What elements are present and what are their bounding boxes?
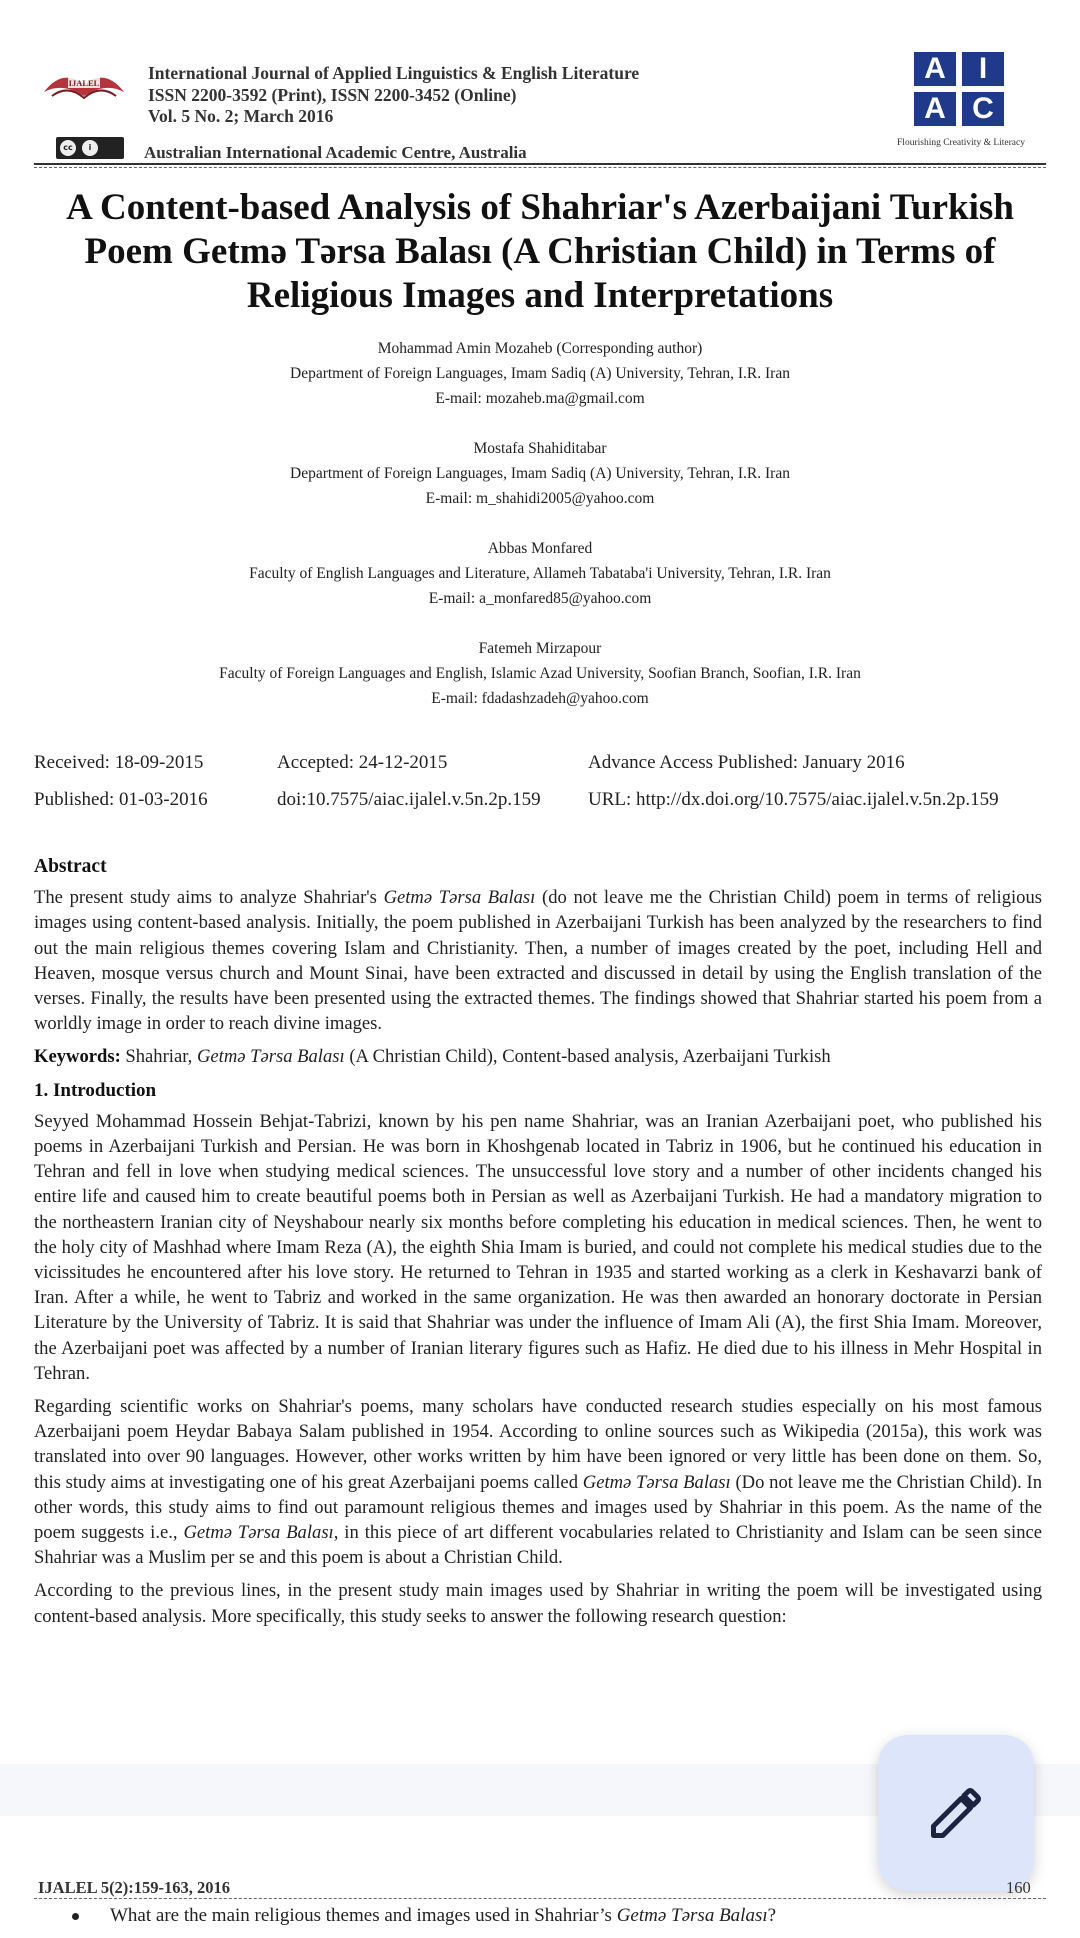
journal-volume: Vol. 5 No. 2; March 2016 bbox=[148, 106, 334, 126]
aiac-letter: A bbox=[914, 52, 956, 86]
aiac-letter: I bbox=[962, 52, 1004, 86]
cc-icon: cc bbox=[60, 140, 76, 156]
journal-logo-text: IJALEL bbox=[68, 78, 100, 88]
author-affiliation: Faculty of English Languages and Literature, Allameh Tabataba'i University, Tehran, I.R. Iran bbox=[249, 565, 831, 582]
author-block bbox=[40, 436, 1040, 511]
author-affiliation: Department of Foreign Languages, Imam Sadiq (A) University, Tehran, I.R. Iran bbox=[290, 365, 790, 382]
author-email[interactable]: E-mail: m_shahidi2005@yahoo.com bbox=[425, 490, 655, 507]
abstract-heading: Abstract bbox=[34, 856, 107, 877]
introduction-heading: 1. Introduction bbox=[34, 1079, 157, 1101]
edit-button[interactable] bbox=[878, 1735, 1034, 1891]
published-date: Published: 01-03-2016 bbox=[34, 789, 208, 810]
author-list bbox=[40, 336, 1040, 736]
bullet-icon bbox=[72, 1913, 79, 1920]
date-row bbox=[34, 744, 1054, 781]
author-block bbox=[40, 336, 1040, 411]
author-affiliation: Department of Foreign Languages, Imam Sadiq (A) University, Tehran, I.R. Iran bbox=[290, 465, 790, 482]
footer-divider bbox=[34, 1898, 1046, 1899]
attribution-icon: i bbox=[82, 140, 98, 156]
author-name: Abbas Monfared bbox=[487, 540, 593, 557]
header-divider-dashed bbox=[34, 167, 1046, 168]
advance-access-date: Advance Access Published: January 2016 bbox=[588, 752, 905, 773]
author-email[interactable]: E-mail: a_monfared85@yahoo.com bbox=[428, 590, 652, 607]
doi[interactable]: doi:10.7575/aiac.ijalel.v.5n.2p.159 bbox=[277, 789, 541, 810]
publication-dates bbox=[34, 744, 1054, 818]
received-date: Received: 18-09-2015 bbox=[34, 752, 204, 773]
header-divider bbox=[34, 163, 1046, 165]
date-row bbox=[34, 781, 1054, 818]
research-question-text: What are the main religious themes and images used in Shahriar’s Getmə Tərsa Balası? bbox=[110, 1905, 777, 1926]
aiac-letter: A bbox=[914, 92, 956, 126]
article-body bbox=[34, 854, 1042, 1637]
page-number: 160 bbox=[1006, 1878, 1031, 1897]
author-email[interactable]: E-mail: fdadashzadeh@yahoo.com bbox=[431, 690, 649, 707]
journal-logo bbox=[40, 62, 128, 112]
paper-title: A Content-based Analysis of Shahriar's Azerbaijani Turkish Poem Getmə Tərsa Balası (A Christian Child) in Terms of Religious Images and Interpretations bbox=[66, 187, 1014, 316]
footer-citation: IJALEL 5(2):159-163, 2016 bbox=[38, 1878, 231, 1897]
aiac-tagline: Flourishing Creativity & Literacy bbox=[897, 138, 1025, 148]
article-url[interactable]: URL: http://dx.doi.org/10.7575/aiac.ijalel.v.5n.2p.159 bbox=[588, 789, 999, 810]
creative-commons-badge bbox=[56, 137, 124, 159]
author-email[interactable]: E-mail: mozaheb.ma@gmail.com bbox=[435, 390, 645, 407]
pencil-icon bbox=[926, 1783, 986, 1843]
journal-name: International Journal of Applied Linguistics & English Literature bbox=[148, 63, 640, 83]
author-block bbox=[40, 636, 1040, 711]
academic-centre: Australian International Academic Centre, Australia bbox=[144, 143, 527, 162]
aiac-logo bbox=[914, 52, 1006, 128]
author-affiliation: Faculty of Foreign Languages and English, Islamic Azad University, Soofian Branch, Soofian, I.R. Iran bbox=[219, 665, 861, 682]
keywords: Keywords: Shahriar, Getmə Tərsa Balası (A Christian Child), Content-based analysis, Azerbaijani Turkish bbox=[34, 1046, 831, 1068]
aiac-letter: C bbox=[962, 92, 1004, 126]
author-block bbox=[40, 536, 1040, 611]
introduction-paragraph: Seyyed Mohammad Hossein Behjat-Tabrizi, known by his pen name Shahriar, was an Iranian Azerbaijani poet, who published his poems in Azerbaijani Turkish and Persian. He was born in Khoshgenab located in Tabriz in 1906, but he continued his education in Tehran and fell in love when studying medical sciences. The unsuccessful love story and a number of other incidents changed his entire life and caused him to create beautiful poems both in Persian as well as Azerbaijani Turkish. He had a mandatory migration to the northeastern Iranian city of Neyshabour nearly six months before completing his education in medical sciences. Then, he went to the holy city of Mashhad where Imam Reza (A), the eighth Shia Imam is buried, and could not complete his medical studies due to the vicissitudes he encountered after his love story. He returned to Tehran in 1935 and started working as a clerk in Keshavarzi bank of Iran. After a while, he went to Tabriz and worked in the same organization. He was then awarded an honorary doctorate in Persian Literature by the University of Tabriz. It is said that Shahriar was under the influence of Imam Ali (A), the first Shia Imam. Moreover, the Azerbaijani poet was affected by a number of Iranian literary figures such as Hafiz. He died due to his illness in Mehr Hospital in Tehran. bbox=[34, 1110, 1042, 1384]
accepted-date: Accepted: 24-12-2015 bbox=[277, 752, 448, 773]
author-name: Mohammad Amin Mozaheb (Corresponding author) bbox=[377, 340, 703, 357]
journal-issn: ISSN 2200-3592 (Print), ISSN 2200-3452 (Online) bbox=[148, 84, 517, 105]
introduction-paragraph: Regarding scientific works on Shahriar's poems, many scholars have conducted research studies especially on his most famous Azerbaijani poem Heydar Babaya Salam published in 1954. According to online sources such as Wikipedia (2015a), this work was translated into over 90 languages. However, other works written by him have been ignored or very little has been done on them. So, this study aims at investigating one of his great Azerbaijani poems called Getmə Tərsa Balası (Do not leave me the Christian Child). In other words, this study aims to find out paramount religious themes and images used by Shahriar in this poem. As the name of the poem suggests i.e., Getmə Tərsa Balası, in this piece of art different vocabularies related to Christianity and Islam can be seen since Shahriar was a Muslim per se and this poem is about a Christian Child. bbox=[34, 1396, 1042, 1569]
journal-info bbox=[148, 63, 639, 128]
author-name: Fatemeh Mirzapour bbox=[478, 640, 602, 657]
introduction-paragraph: According to the previous lines, in the present study main images used by Shahriar in writing the poem will be investigated using content-based analysis. More specifically, this study seeks to answer the following research question: bbox=[34, 1580, 1042, 1627]
abstract-text: The present study aims to analyze Shahriar's Getmə Tərsa Balası (do not leave me the Christian Child) poem in terms of religious images using content-based analysis. Initially, the poem published in Azerbaijani Turkish has been analyzed by the researchers to find out the main religious themes covering Islam and Christianity. Then, a number of images created by the poet, including Hell and Heaven, mosque versus church and Mount Sinai, have been extracted and discussed in detail by using the English translation of the verses. Finally, the results have been presented using the extracted themes. The findings showed that Shahriar started his poem from a worldly image in order to reach divine images. bbox=[34, 887, 1042, 1035]
author-name: Mostafa Shahiditabar bbox=[473, 440, 607, 457]
